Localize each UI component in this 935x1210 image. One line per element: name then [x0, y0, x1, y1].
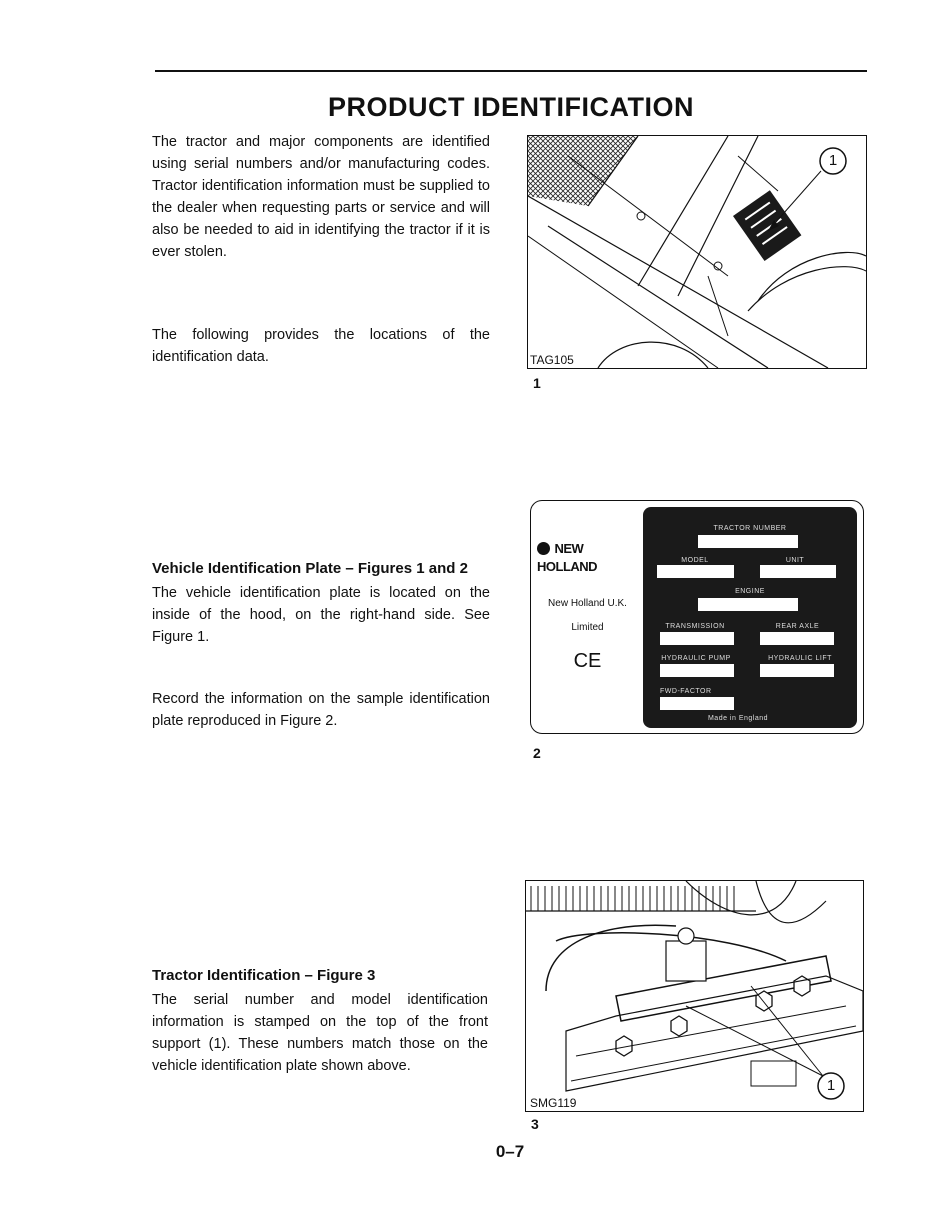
intro-paragraph-1: The tractor and major components are identified using serial numbers and/or manufacturing codes. Tractor identification information must be supplied to the dealer when requesting parts or service and will also be needed to aid in identifying the tractor if it is ever stolen. [152, 134, 490, 260]
label-hydraulic-lift: HYDRAULIC LIFT [768, 655, 832, 662]
label-unit: UNIT [785, 557, 805, 564]
label-rear-axle: REAR AXLE [775, 623, 820, 630]
vehicle-plate-heading: Vehicle Identification Plate – Figures 1 and 2 [152, 560, 468, 577]
field-transmission[interactable] [660, 632, 734, 645]
ce-mark: CE [573, 650, 602, 672]
hood-interior-drawing [528, 136, 866, 368]
field-hydraulic-lift[interactable] [760, 664, 834, 677]
field-fwd-factor[interactable] [660, 697, 734, 710]
figure-3-illustration [525, 880, 864, 1112]
label-made-in: Made in England [707, 715, 769, 722]
tractor-id-heading: Tractor Identification – Figure 3 [152, 967, 376, 984]
tractor-id-paragraph-1: The serial number and model identification information is stamped on the top of the front support (1). These numbers match those on the vehicle identification plate shown above. [152, 992, 488, 1074]
figure-3-callout: 1 [826, 1077, 836, 1094]
front-support-drawing [526, 881, 863, 1111]
label-tractor-number: TRACTOR NUMBER [713, 525, 787, 532]
page-number: 0–7 [495, 1142, 525, 1161]
vehicle-plate-paragraph-1: The vehicle identification plate is located on the inside of the hood, on the right-hand side. See Figure 1. [152, 585, 490, 645]
new-holland-logo: NEW HOLLAND [537, 541, 598, 574]
plate-company-line-1: New Holland U.K. [548, 598, 627, 609]
label-model: MODEL [681, 557, 709, 564]
label-hydraulic-pump: HYDRAULIC PUMP [661, 655, 731, 662]
field-engine[interactable] [698, 598, 798, 611]
figure-1-number: 1 [533, 375, 541, 391]
figure-3-code: SMG119 [530, 1096, 577, 1110]
field-hydraulic-pump[interactable] [660, 664, 734, 677]
figure-1-illustration [527, 135, 867, 369]
field-model[interactable] [657, 565, 734, 578]
intro-paragraph-2: The following provides the locations of the identification data. [152, 327, 490, 365]
figure-3-number: 3 [531, 1116, 539, 1132]
figure-1-callout: 1 [828, 152, 838, 169]
figure-2-number: 2 [533, 745, 541, 761]
label-transmission: TRANSMISSION [665, 623, 725, 630]
new-holland-leaf-icon [537, 542, 550, 555]
field-tractor-number[interactable] [698, 535, 798, 548]
field-rear-axle[interactable] [760, 632, 834, 645]
figure-1-code: TAG105 [530, 353, 574, 367]
vehicle-plate-paragraph-2: Record the information on the sample identification plate reproduced in Figure 2. [152, 691, 490, 729]
label-fwd-factor: FWD-FACTOR [660, 688, 712, 695]
plate-company-line-2: Limited [571, 622, 604, 633]
page-title: PRODUCT IDENTIFICATION [328, 92, 694, 122]
top-rule [155, 70, 867, 72]
field-unit[interactable] [760, 565, 836, 578]
label-engine: ENGINE [735, 588, 765, 595]
